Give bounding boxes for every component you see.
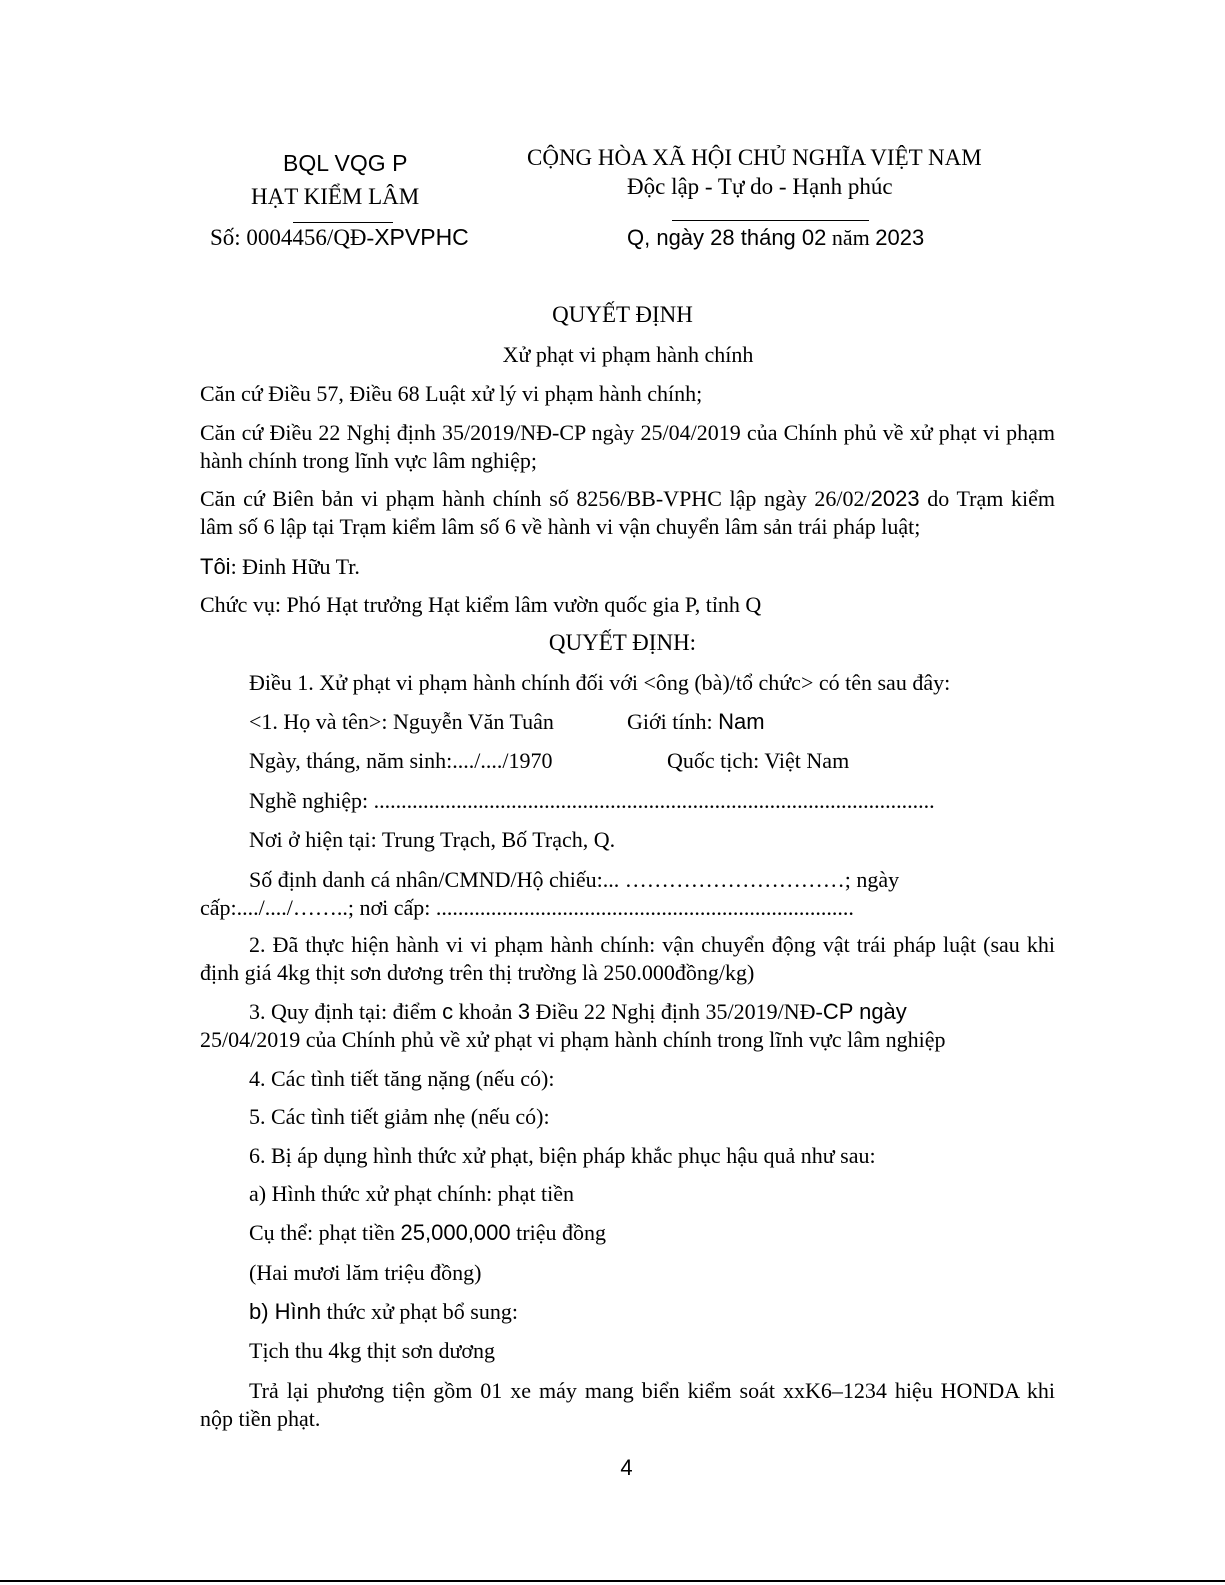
issue-date-year-word: năm [831, 225, 870, 250]
basis-3-year: 2023 [870, 486, 920, 511]
item-6b-part-a: b) Hình [249, 1299, 322, 1324]
violator-nationality: Quốc tịch: Việt Nam [667, 748, 850, 773]
item-6: 6. Bị áp dụng hình thức xử phạt, biện pháp khắc phục hậu quả như sau: [249, 1143, 876, 1168]
issue-date [627, 225, 924, 251]
decision-number-suffix: XPVPHC [374, 224, 469, 250]
fine-number: 25,000,000 [400, 1220, 511, 1245]
confiscation: Tịch thu 4kg thịt sơn dương [249, 1338, 496, 1363]
item-3-line-1 [249, 999, 907, 1025]
signer-position: Chức vụ: Phó Hạt trưởng Hạt kiểm lâm vườn quốc gia P, tỉnh Q [200, 592, 762, 617]
item-3-line-2: 25/04/2019 của Chính phủ về xử phạt vi phạm hành chính trong lĩnh vực lâm nghiệp [200, 1027, 946, 1052]
basis-3 [200, 485, 1055, 541]
violator-name: <1. Họ và tên>: Nguyễn Văn Tuân [249, 709, 554, 734]
basis-2: Căn cứ Điều 22 Nghị định 35/2019/NĐ-CP ngày 25/04/2019 của Chính phủ về xử phạt vi phạm hành chính trong lĩnh vực lâm nghiệp; [200, 420, 1055, 473]
left-underline [293, 222, 393, 223]
fine-label: Cụ thể: phạt tiền [249, 1220, 401, 1245]
decision-number-prefix: Số: 0004456/QĐ- [210, 225, 375, 250]
item-3-part-e: Điều 22 Nghị định 35/2019/NĐ- [530, 999, 823, 1024]
document-title: QUYẾT ĐỊNH [552, 302, 693, 327]
basis-3-part-c: do Trạm kiểm lâm số 6 lập tại Trạm kiểm lâm số 6 về hành vi vận chuyển lâm sản trái pháp luật; [200, 486, 1055, 539]
vehicle-return: Trả lại phương tiện gồm 01 xe máy mang biển kiểm soát xxK6–1234 hiệu HONDA khi nộp tiền phạt. [200, 1378, 1055, 1431]
gender-label: Giới tính: [627, 709, 719, 734]
fine-unit: triệu đồng [510, 1220, 606, 1245]
fine-amount [249, 1220, 606, 1246]
item-4: 4. Các tình tiết tăng nặng (nếu có): [249, 1066, 555, 1091]
nation-motto: Độc lập - Tự do - Hạnh phúc [627, 174, 893, 199]
signer [200, 554, 360, 580]
item-5: 5. Các tình tiết giảm nhẹ (nếu có): [249, 1104, 550, 1129]
item-2: 2. Đã thực hiện hành vi vi phạm hành chính: vận chuyển động vật trái pháp luật (sau khi định giá 4kg thịt sơn dương trên thị trường là 250.000đồng/kg) [200, 932, 1055, 985]
item-3-part-c: khoản [453, 999, 518, 1024]
issue-date-year: 2023 [875, 225, 925, 250]
gender-value: Nam [718, 709, 765, 734]
item-6b [249, 1299, 518, 1325]
document-subtitle: Xử phạt vi phạm hành chính [502, 342, 754, 367]
item-3-part-a: 3. Quy định tại: điểm [249, 999, 443, 1024]
decides-heading: QUYẾT ĐỊNH: [548, 630, 697, 655]
article-1: Điều 1. Xử phạt vi phạm hành chính đối với <ông (bà)/tổ chức> có tên sau đây: [249, 670, 951, 695]
org-name: BQL VQG P [283, 150, 408, 176]
nation-name: CỘNG HÒA XÃ HỘI CHỦ NGHĨA VIỆT NAM [527, 145, 982, 170]
unit-name: HẠT KIỂM LÂM [251, 184, 420, 209]
violator-id-line-1: Số định danh cá nhân/CMND/Hộ chiếu:... …………………………; ngày [249, 867, 900, 892]
item-6a: a) Hình thức xử phạt chính: phạt tiền [249, 1181, 575, 1206]
signer-name: : Đinh Hữu Tr. [230, 554, 360, 579]
violator-dob: Ngày, tháng, năm sinh:..../..../1970 [249, 748, 553, 773]
basis-1: Căn cứ Điều 57, Điều 68 Luật xử lý vi phạm hành chính; [200, 381, 703, 406]
violator-occupation: Nghề nghiệp: ...................................................................................................... [249, 788, 935, 813]
violator-residence: Nơi ở hiện tại: Trung Trạch, Bố Trạch, Q. [249, 827, 616, 852]
fine-in-words: (Hai mươi lăm triệu đồng) [249, 1260, 482, 1285]
right-underline [672, 220, 869, 221]
item-3-part-f: CP ngày [822, 999, 907, 1024]
page-bottom-border [0, 1580, 1225, 1582]
page-number: 4 [620, 1455, 633, 1480]
basis-3-part-a: Căn cứ Biên bản vi phạm hành chính số 8256/BB-VPHC lập ngày 26/02/ [200, 486, 871, 511]
issue-date-place-day-month: Q, ngày 28 tháng 02 [627, 225, 827, 250]
signer-label: Tôi [200, 554, 231, 579]
item-3-point: c [442, 999, 454, 1024]
violator-id-line-2: cấp:..../..../……..; nơi cấp: ............................................................................ [200, 895, 854, 920]
item-6b-part-b: thức xử phạt bổ sung: [321, 1299, 518, 1324]
violator-gender [627, 709, 765, 735]
decision-number [210, 224, 469, 251]
item-3-clause: 3 [517, 999, 531, 1024]
